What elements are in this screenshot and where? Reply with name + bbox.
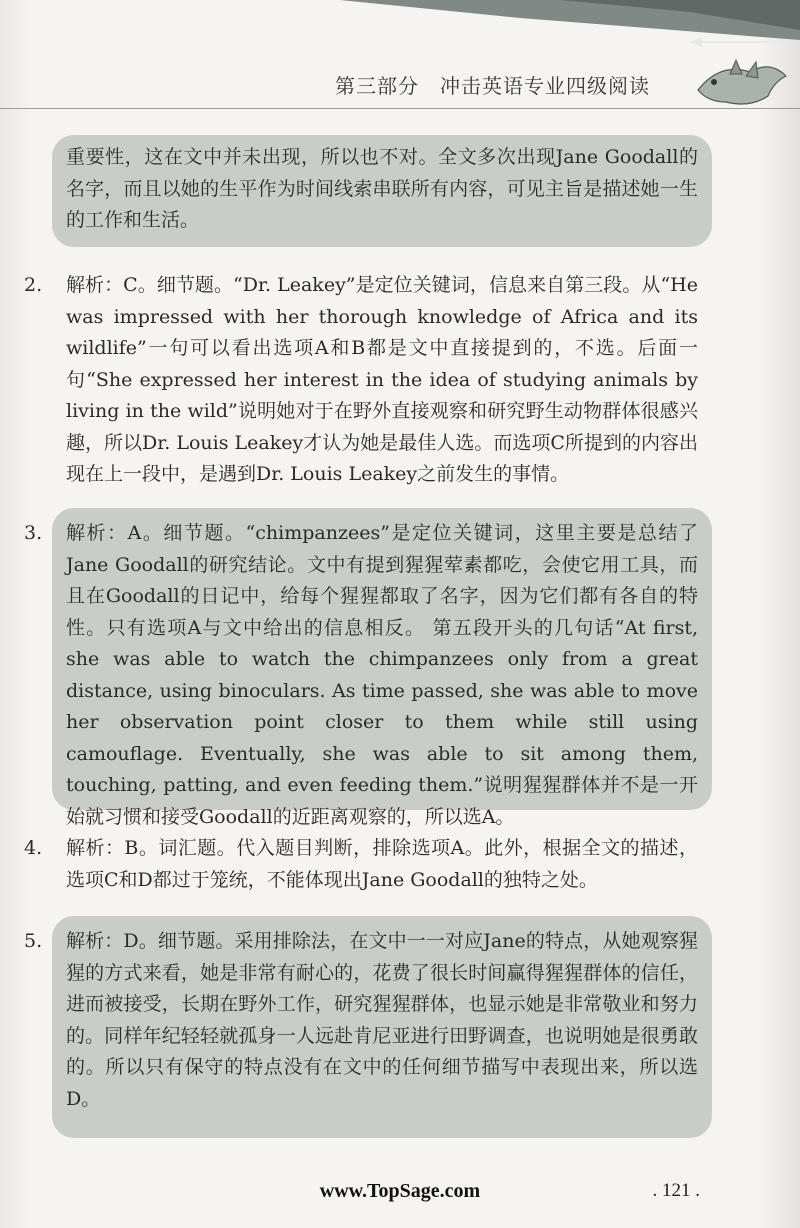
dragon-mascot-icon: [690, 52, 790, 110]
header-divider: [0, 108, 800, 109]
footer-website: www.TopSage.com: [319, 1180, 481, 1202]
answer-text: 解析：C。细节题。“Dr. Leakey”是定位关键词，信息来自第三段。从“He was impressed with her thorough knowledge of Africa and its wildlife”一句可以看出选项A和B都是文中直接提到的，不选。后面一句“She expressed her interest in the idea of studying animals by living in the wild”说明她对于在野外直接观察和研究野生动物群体很感兴趣，所以Dr. Louis Leakey才认为她是最佳人选。而选项C所提到的内容出现在上一段中，是遇到Dr. Louis Leakey之前发生的事情。: [66, 274, 698, 485]
answer-number: 5.: [24, 930, 43, 952]
answer-text: 解析：D。细节题。采用排除法，在文中一一对应Jane的特点，从她观察猩猩的方式来看，她是非常有耐心的，花费了很长时间赢得猩猩群体的信任，进而被接受，长期在野外工作，研究猩猩群体，也显示她是非常敬业和努力的。同样年纪轻轻就孤身一人远赴肯尼亚进行田野调查，也说明她是很勇敢的。所以只有保守的特点没有在文中的任何细节描写中表现出来，所以选D。: [66, 930, 698, 1110]
answer-text: 解析：A。细节题。“chimpanzees”是定位关键词，这里主要是总结了Jane Goodall的研究结论。文中有提到猩猩荤素都吃，会使它用工具，而且在Goodall的日记中，给每个猩猩都取了名字，因为它们都有各自的特性。只有选项A与文中给出的信息相反。 第五段开头的几句话“At first, she was able to watch the chimpanzees only from a great distance, using binoculars. As time passed, she was able to move her observation point closer to them while still using camouflage. Eventually, she was able to sit among them, touching, patting, and even feeding them.”说明猩猩群体并不是一开始就习惯和接受Goodall的近距离观察的，所以选A。: [66, 522, 698, 828]
answer-number: 3.: [24, 522, 43, 544]
header-band: [0, 0, 800, 60]
answer-text: 解析：B。词汇题。代入题目判断，排除选项A。此外，根据全文的描述，选项C和D都过于笼统，不能体现出Jane Goodall的独特之处。: [66, 837, 698, 891]
answer-number: 2.: [24, 274, 43, 296]
answer-number: 4.: [24, 837, 43, 859]
section-title: 第三部分 冲击英语专业四级阅读: [335, 74, 650, 98]
intro-text: 重要性，这在文中并未出现，所以也不对。全文多次出现Jane Goodall的名字，而且以她的生平作为时间线索串联所有内容，可见主旨是描述她一生的工作和生活。: [66, 146, 698, 231]
page-number: . 121 .: [652, 1180, 700, 1201]
